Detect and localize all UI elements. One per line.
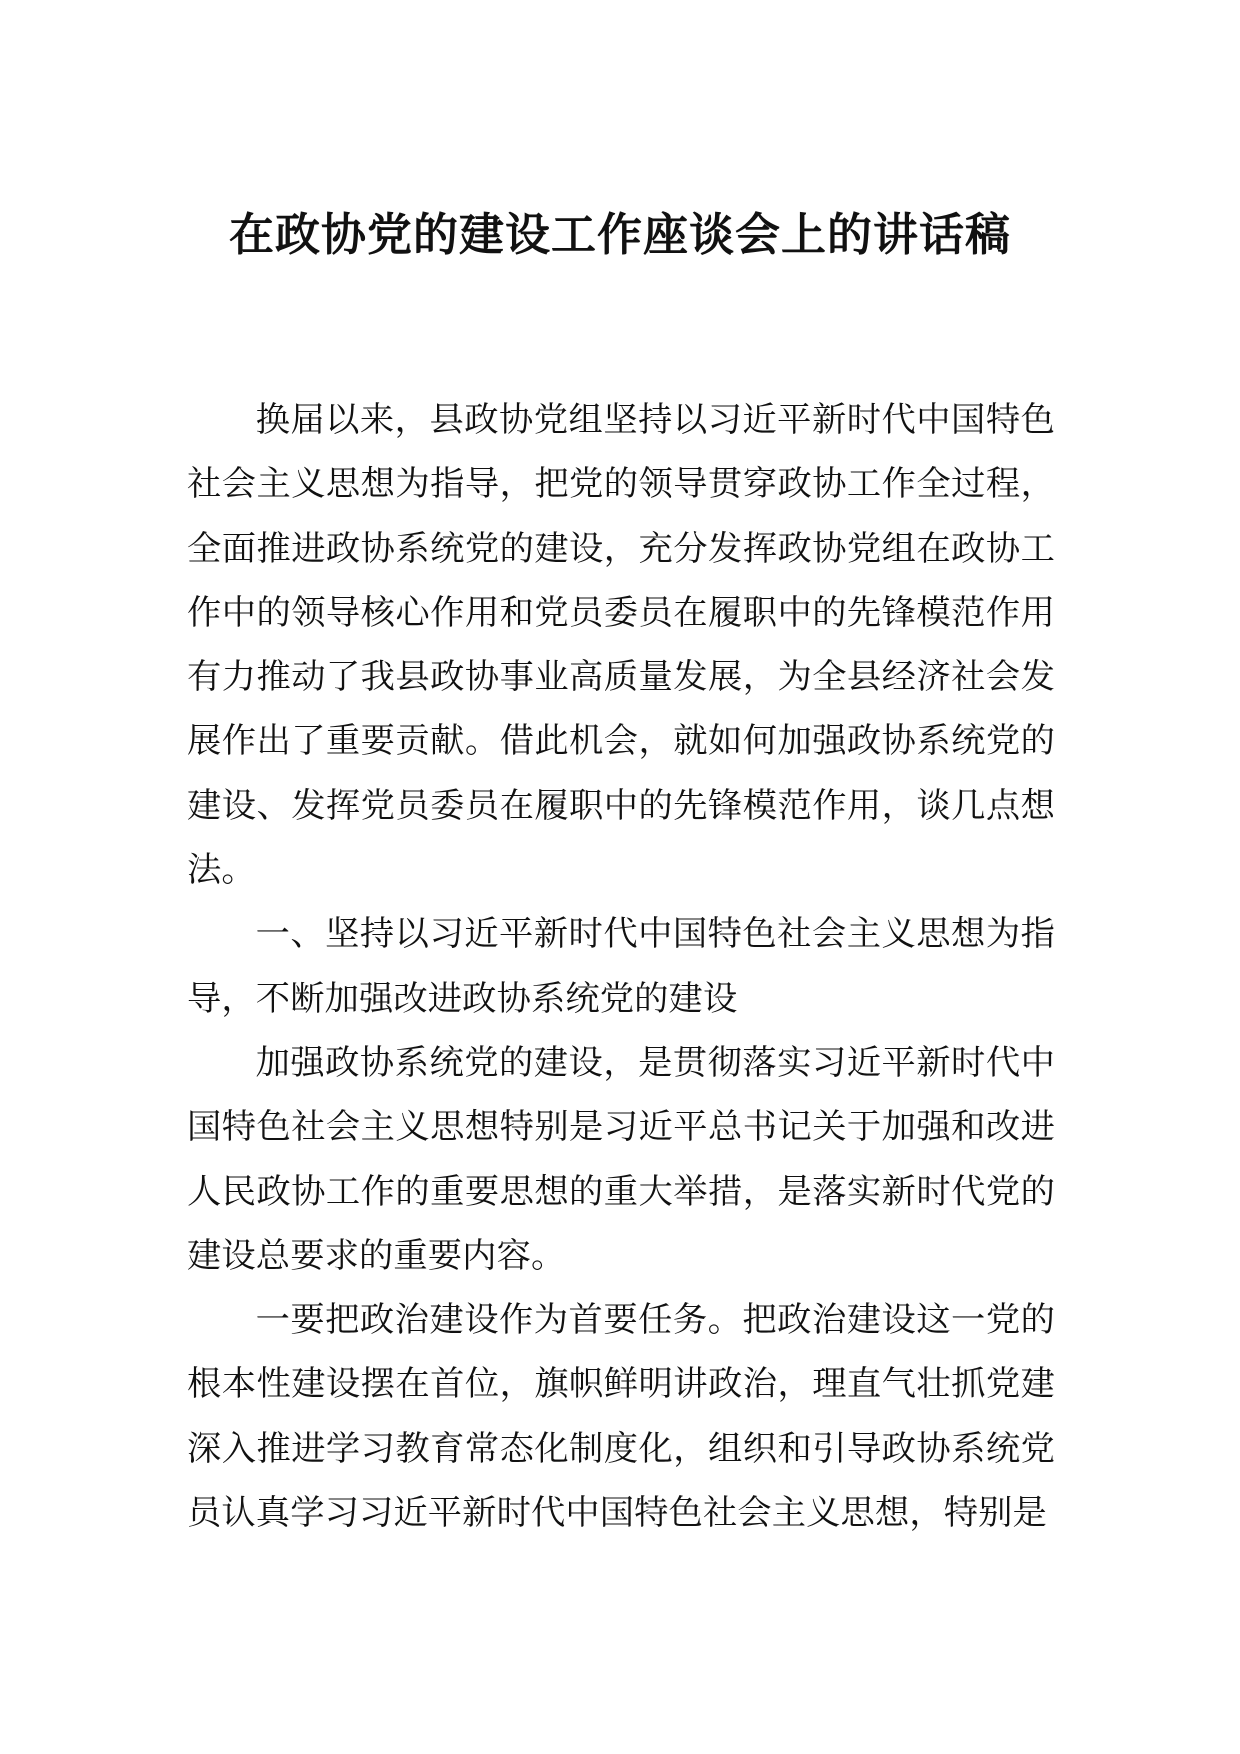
paragraph-intro: 换届以来，县政协党组坚持以习近平新时代中国特色社会主义思想为指导，把党的领导贯穿政协工作全过程，全面推进政协系统党的建设，充分发挥政协党组在政协工作中的领导核心作用和党员委员在履职中的先锋模范作用有力推动了我县政协事业高质量发展，为全县经济社会发展作出了重要贡献。借此机会，就如何加强政协系统党的建设、发挥党员委员在履职中的先锋模范作用，谈几点想法。 (187, 400, 1055, 891)
section-heading-1: 一、坚持以习近平新时代中国特色社会主义思想为指导，不断加强改进政协系统党的建设 (187, 914, 1055, 1019)
paragraph-political-building: 一要把政治建设作为首要任务。把政治建设这一党的根本性建设摆在首位，旗帜鲜明讲政治，理直气壮抓党建深入推进学习教育常态化制度化，组织和引导政协系统党员认真学习习近平新时代中国特色社会主义思想，特别是 (187, 1300, 1055, 1534)
document-title: 在政协党的建设工作座谈会上的讲话稿 (228, 208, 1011, 261)
paragraph-section-1: 加强政协系统党的建设，是贯彻落实习近平新时代中国特色社会主义思想特别是习近平总书记关于加强和改进人民政协工作的重要思想的重大举措，是落实新时代党的建设总要求的重要内容。 (187, 1042, 1055, 1276)
document-body (187, 388, 1055, 1545)
